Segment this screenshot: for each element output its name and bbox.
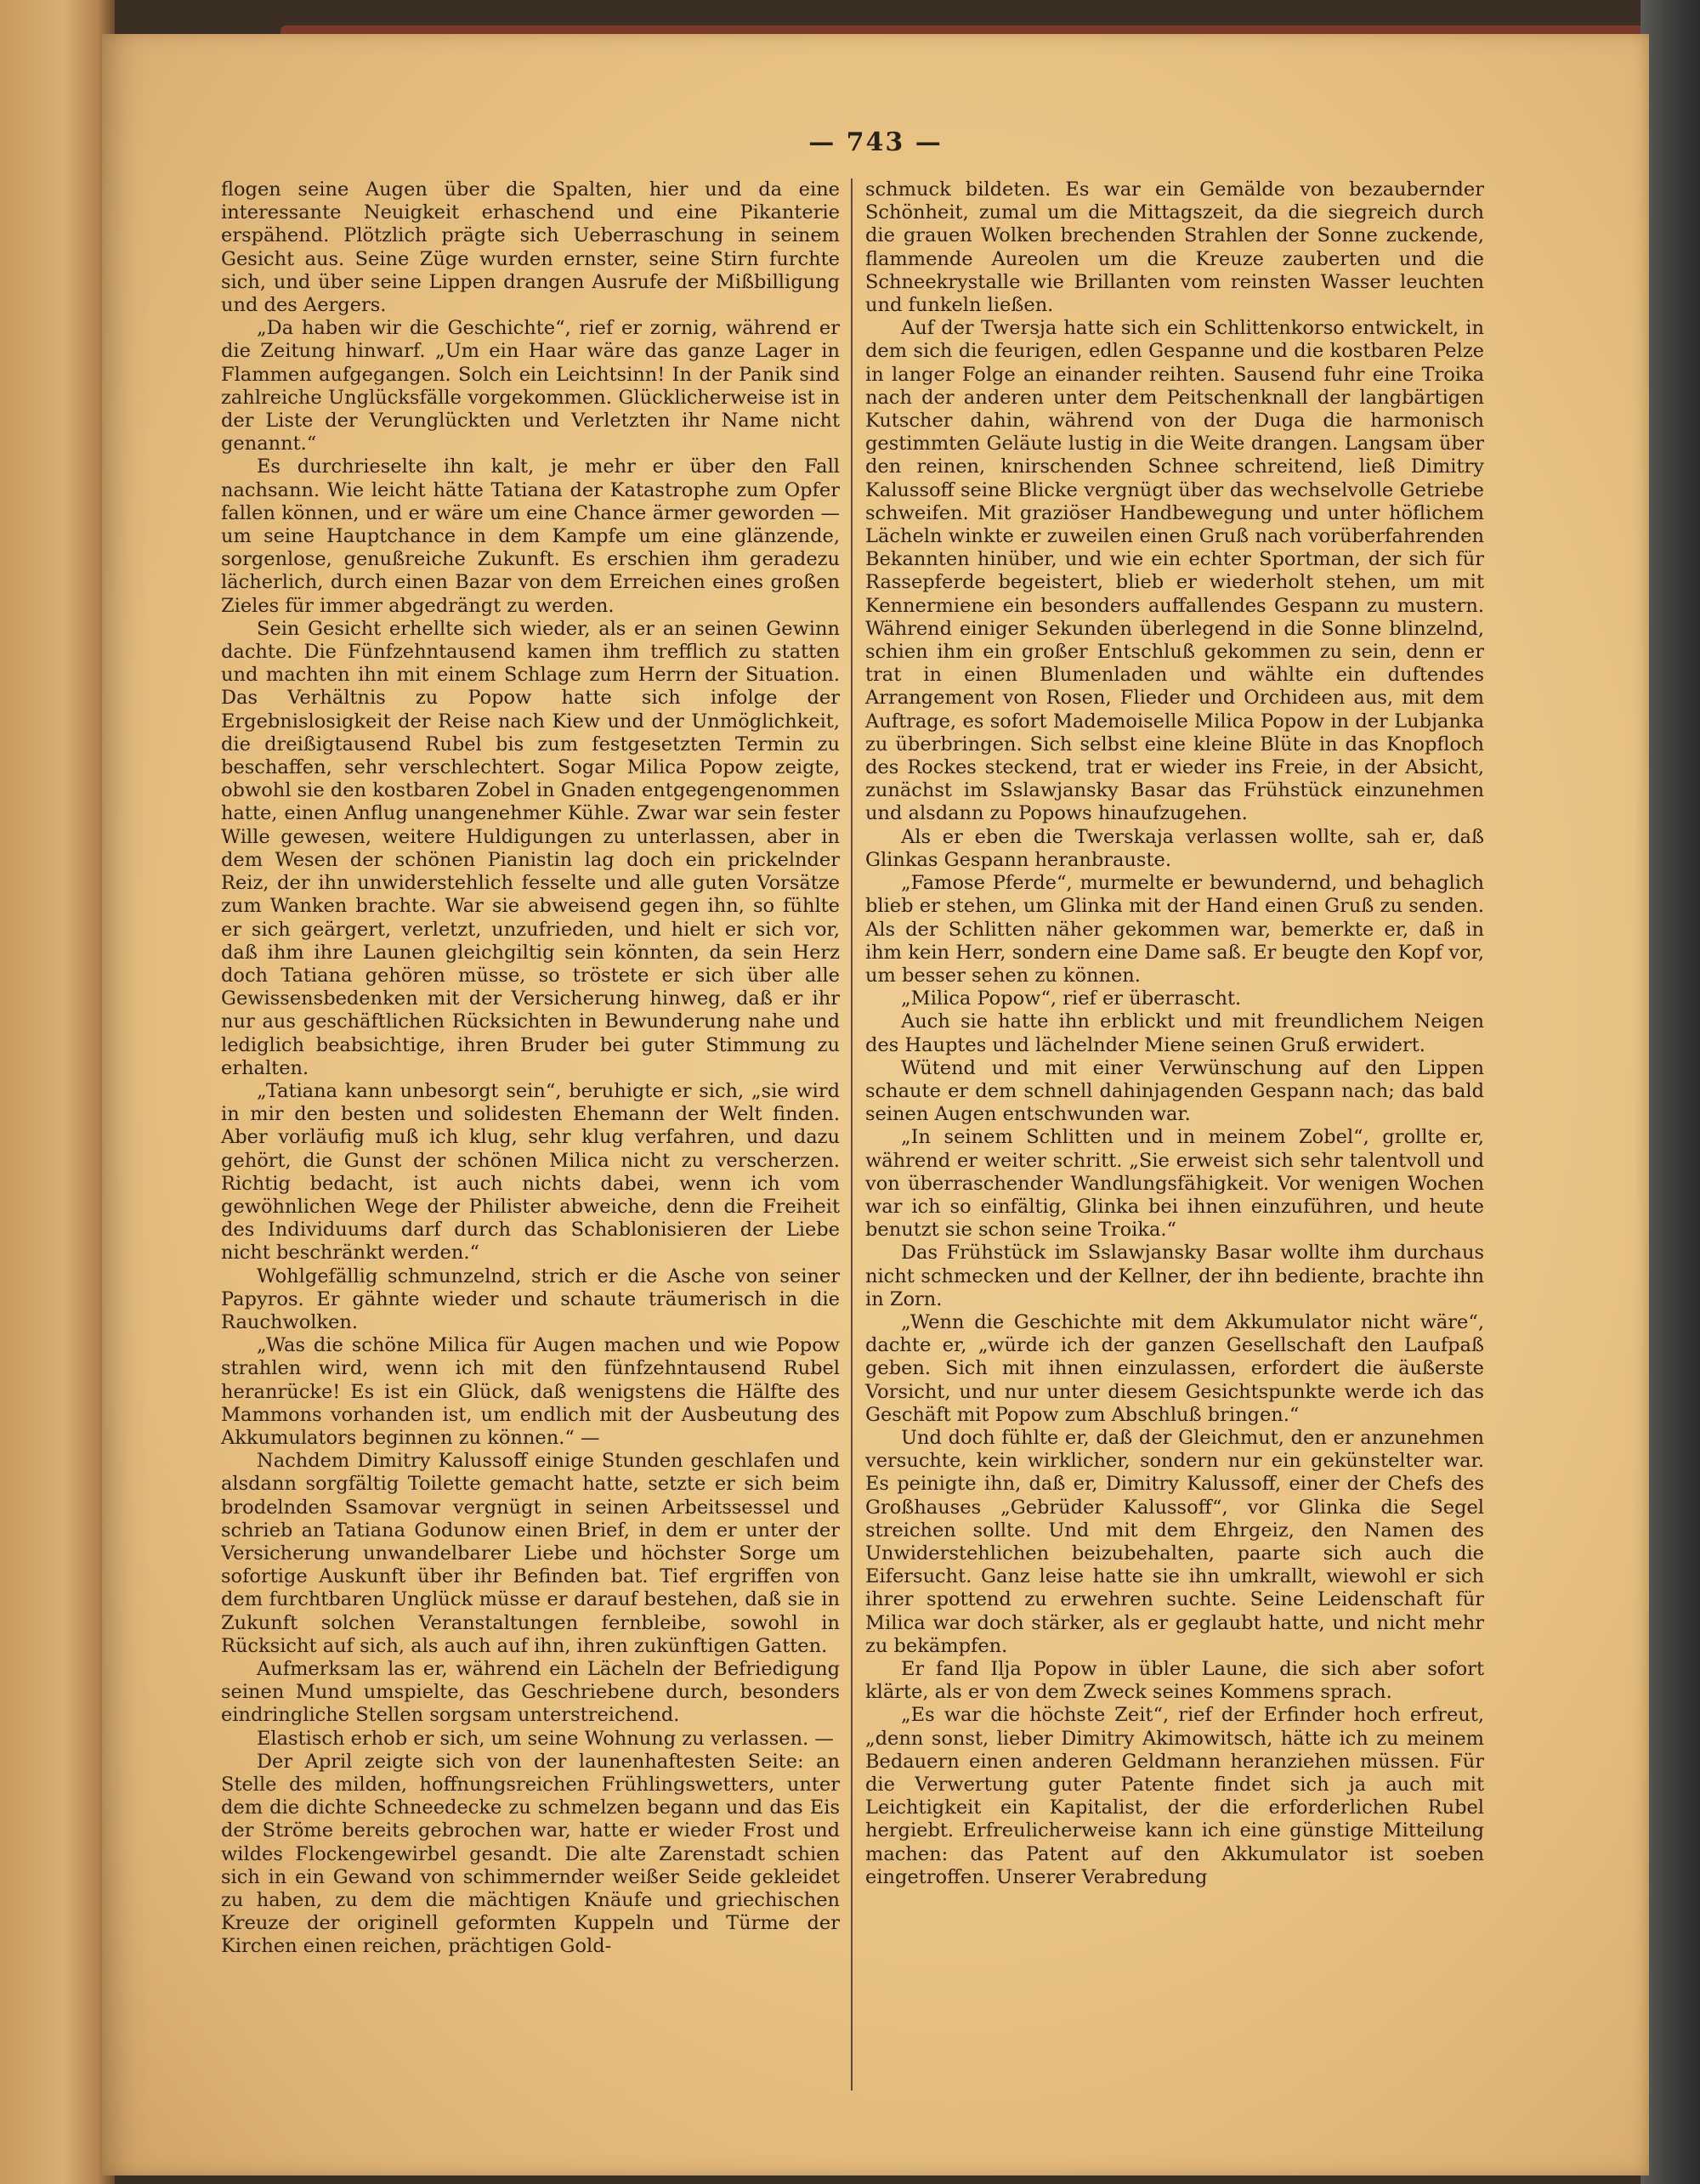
paragraph: Er fand Ilja Popow in übler Laune, die sich aber sofort klärte, als er von dem Zweck seines Kommens sprach. (865, 1658, 1484, 1704)
paragraph: flogen seine Augen über die Spalten, hier und da eine interessante Neuigkeit erhaschend und eine Pikanterie erspähend. Plötzlich prägte sich Ueberraschung in seinem Gesicht aus. Seine Züge wurden ernster, seine Stirn furchte sich, und über seine Lippen drangen Ausrufe der Mißbilligung und des Aergers. (221, 178, 840, 317)
paragraph: Es durchrieselte ihn kalt, je mehr er über den Fall nachsann. Wie leicht hätte Tatiana der Katastrophe zum Opfer fallen können, und er wäre um eine Chance ärmer geworden — um seine Hauptchance in dem Kampfe um eine glänzende, sorgenlose, genußreiche Zukunft. Es erschien ihm geradezu lächerlich, durch einen Bazar von dem Erreichen eines großen Zieles für immer abgedrängt zu werden. (221, 455, 840, 617)
paragraph: „Es war die höchste Zeit“, rief der Erfinder hoch erfreut, „denn sonst, lieber Dimitry Akimowitsch, hätte ich zu meinem Bedauern einen anderen Geldmann heranziehen müssen. Für die Verwertung guter Patente findet sich ja auch mit Leichtigkeit ein Kapitalist, der die erforderlichen Rubel hergiebt. Erfreulicherweise kann ich eine günstige Mitteilung machen: das Patent auf den Akkumulator ist soeben eingetroffen. Unserer Verabredung (865, 1704, 1484, 1888)
column-divider (851, 178, 853, 2091)
paragraph: Wohlgefällig schmunzelnd, strich er die Asche von seiner Papyros. Er gähnte wieder und schaute träumerisch in die Rauchwolken. (221, 1265, 840, 1333)
paragraph: Der April zeigte sich von der launenhaftesten Seite: an Stelle des milden, hoffnungsreichen Frühlingswetters, unter dem die dichte Schneedecke zu schmelzen begann und das Eis der Ströme bereits gebrochen war, hatte er wieder Frost und wildes Flockengewirbel gesandt. Die alte Zarenstadt schien sich in ein Gewand von schimmernder weißer Seide gekleidet zu haben, zu dem die mächtigen Knäufe und griechischen Kreuze der originell geformten Kuppeln und Türme der Kirchen einen reichen, prächtigen Gold- (221, 1750, 840, 1958)
paragraph: Nachdem Dimitry Kalussoff einige Stunden geschlafen und alsdann sorgfältig Toilette gemacht hatte, setzte er sich beim brodelnden Ssamovar vergnügt in seinen Arbeitssessel und schrieb an Tatiana Godunow einen Brief, in dem er unter der Versicherung unwandelbarer Liebe und höchster Sorge um sofortige Auskunft über ihr Befinden bat. Tief ergriffen von dem furchtbaren Unglück müsse er darauf bestehen, daß sie in Zukunft solchen Veranstaltungen fernbleibe, sowohl in Rücksicht auf sich, als auch auf ihn, ihren zukünftigen Gatten. (221, 1450, 840, 1657)
paragraph: Aufmerksam las er, während ein Lächeln der Befriedigung seinen Mund umspielte, das Geschriebene durch, besonders eindringliche Stellen sorgsam unterstreichend. (221, 1658, 840, 1727)
book-cover-right (1640, 0, 1700, 2184)
paragraph: Sein Gesicht erhellte sich wieder, als er an seinen Gewinn dachte. Die Fünfzehntausend kamen ihm trefflich zu statten und machten ihn mit einem Schlage zum Herrn der Situation. Das Verhältnis zu Popow hatte sich infolge der Ergebnislosigkeit der Reise nach Kiew und der Unmöglichkeit, die dreißigtausend Rubel bis zum festgesetzten Termin zu beschaffen, sehr verschlechtert. Sogar Milica Popow zeigte, obwohl sie den kostbaren Zobel in Gnaden entgegengenommen hatte, einen Anflug unangenehmer Kühle. Zwar war sein fester Wille gewesen, weitere Huldigungen zu unterlassen, aber in dem Wesen der schönen Pianistin lag doch ein prickelnder Reiz, der ihn unwiderstehlich fesselte und alle guten Vorsätze zum Wanken brachte. War sie abweisend gegen ihn, so fühlte er sich geärgert, verletzt, unzufrieden, und hielt er sich vor, daß ihm ihre Launen gleichgiltig sein könnten, da sein Herz doch Tatiana gehören müsse, so tröstete er sich über alle Gewissensbedenken mit der Versicherung hinweg, daß er ihr nur aus geschäftlichen Rücksichten in Bewunderung nahe und lediglich beabsichtige, ihren Bruder bei guter Stimmung zu erhalten. (221, 617, 840, 1079)
paragraph: Das Frühstück im Sslawjansky Basar wollte ihm durchaus nicht schmecken und der Kellner, der ihn bediente, brachte ihn in Zorn. (865, 1242, 1484, 1310)
paragraph: Und doch fühlte er, daß der Gleichmut, den er anzunehmen versuchte, kein wirklicher, sondern nur ein gekünstelter war. Es peinigte ihn, daß er, Dimitry Kalussoff, einer der Chefs des Großhauses „Gebrüder Kalussoff“, vor Glinka die Segel streichen sollte. Und mit dem Ehrgeiz, den Namen des Unwiderstehlichen beizubehalten, paarte sich auch die Eifersucht. Ganz leise hatte sie ihn umkrallt, wiewohl er sich ihrer spottend zu erwehren suchte. Seine Leidenschaft für Milica war doch stärker, als er geglaubt hatte, und nicht mehr zu bekämpfen. (865, 1426, 1484, 1657)
paragraph: „Tatiana kann unbesorgt sein“, beruhigte er sich, „sie wird in mir den besten und solidesten Ehemann der Welt finden. Aber vorläufig muß ich klug, sehr klug verfahren, und dazu gehört, die Gunst der schönen Milica nicht zu verscherzen. Richtig bedacht, ist auch nichts dabei, wenn ich vom gewöhnlichen Wege der Philister abweiche, denn die Freiheit des Individuums darf durch das Schablonisieren der Liebe nicht beschränkt werden.“ (221, 1079, 840, 1265)
text-column-left (221, 178, 840, 1959)
paragraph: Auch sie hatte ihn erblickt und mit freundlichem Neigen des Hauptes und lächelnder Miene seinen Gruß erwidert. (865, 1010, 1484, 1056)
paragraph: schmuck bildeten. Es war ein Gemälde von bezaubernder Schönheit, zumal um die Mittagszeit, da die siegreich durch die grauen Wolken brechenden Strahlen der Sonne zuckende, flammende Aureolen um die Kreuze zauberten und die Schneekrystalle wie Brillanten vom reinsten Wasser leuchten und funkeln ließen. (865, 178, 1484, 317)
document-page (102, 34, 1649, 2176)
paragraph: Als er eben die Twerskaja verlassen wollte, sah er, daß Glinkas Gespann heranbrauste. (865, 825, 1484, 871)
text-column-right (865, 178, 1484, 1889)
paragraph: Wütend und mit einer Verwünschung auf den Lippen schaute er dem schnell dahinjagenden Gespann nach; das bald seinen Augen entschwunden war. (865, 1056, 1484, 1126)
paragraph: „In seinem Schlitten und in meinem Zobel“, grollte er, während er weiter schritt. „Sie erweist sich sehr talentvoll und von überraschender Wandlungsfähigkeit. Vor wenigen Wochen war ich so einfältig, Glinka bei ihnen einzuführen, und heute benutzt sie schon seine Troika.“ (865, 1126, 1484, 1242)
paragraph: Elastisch erhob er sich, um seine Wohnung zu verlassen. — (257, 1727, 834, 1750)
paragraph: „Wenn die Geschichte mit dem Akkumulator nicht wäre“, dachte er, „würde ich der ganzen Gesellschaft den Laufpaß geben. Sich mit ihnen einzulassen, erfordert die äußerste Vorsicht, und nur unter diesem Gesichtspunkte werde ich das Geschäft mit Popow zum Abschluß bringen.“ (865, 1310, 1484, 1426)
paragraph: „Was die schöne Milica für Augen machen und wie Popow strahlen wird, wenn ich mit den fünfzehntausend Rubel heranrücke! Es ist ein Glück, daß wenigstens die Hälfte des Mammons vorhanden ist, um endlich mit der Ausbeutung des Akkumulators beginnen zu können.“ — (221, 1334, 840, 1449)
facing-page-edge (0, 0, 115, 2184)
paragraph: „Milica Popow“, rief er überrascht. (901, 987, 1242, 1010)
page-number: — 743 — (808, 127, 943, 157)
paragraph: Auf der Twersja hatte sich ein Schlittenkorso entwickelt, in dem sich die feurigen, edlen Gespanne und die kostbaren Pelze in langer Folge an einander reihten. Sausend fuhr eine Troika nach der anderen unter dem Peitschenknall der langbärtigen Kutscher dahin, während von der Duga die harmonisch gestimmten Geläute lustig in die Weite drangen. Langsam über den reinen, knirschenden Schnee schreitend, ließ Dimitry Kalussoff seine Blicke vergnügt über das wechselvolle Getriebe schweifen. Mit graziöser Handbewegung und unter höflichem Lächeln winkte er zuweilen einen Gruß nach vorüberfahrenden Bekannten hinüber, und wie ein echter Sportman, der sich für Rassepferde begeistert, blieb er wiederholt stehen, um mit Kennermiene ein besonders auffallendes Gespann zu mustern. Während einiger Sekunden überlegend in die Sonne blinzelnd, schien ihm ein großer Entschluß gekommen zu sein, denn er trat in einen Blumenladen und wählte ein duftendes Arrangement von Rosen, Flieder und Orchideen aus, mit dem Auftrage, es sofort Mademoiselle Milica Popow in der Lubjanka zu überbringen. Sich selbst eine kleine Blüte in das Knopfloch des Rockes steckend, trat er wieder ins Freie, in der Absicht, zunächst im Sslawjansky Basar das Frühstück einzunehmen und alsdann zu Popows hinaufzugehen. (865, 317, 1484, 825)
paragraph: „Famose Pferde“, murmelte er bewundernd, und behaglich blieb er stehen, um Glinka mit der Hand einen Gruß zu senden. Als der Schlitten näher gekommen war, bemerkte er, daß in ihm kein Herr, sondern eine Dame saß. Er beugte den Kopf vor, um besser sehen zu können. (865, 872, 1484, 987)
paragraph: „Da haben wir die Geschichte“, rief er zornig, während er die Zeitung hinwarf. „Um ein Haar wäre das ganze Lager in Flammen aufgegangen. Solch ein Leichtsinn! In der Panik sind zahlreiche Unglücksfälle vorgekommen. Glücklicherweise ist in der Liste der Verunglückten und Verletzten ihr Name nicht genannt.“ (221, 317, 840, 455)
